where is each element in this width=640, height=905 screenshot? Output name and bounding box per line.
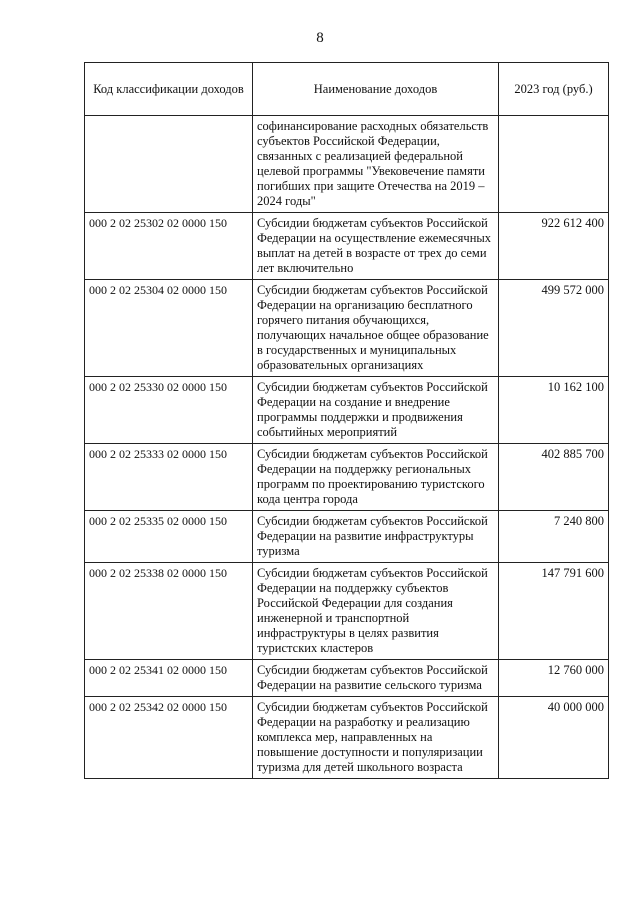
row-name: Субсидии бюджетам субъектов Российской Федерации на развитие инфраструктуры туризма bbox=[253, 511, 499, 563]
row-code: 000 2 02 25304 02 0000 150 bbox=[85, 280, 253, 377]
row-amount: 10 162 100 bbox=[499, 377, 609, 444]
row-amount: 147 791 600 bbox=[499, 563, 609, 660]
row-code: 000 2 02 25338 02 0000 150 bbox=[85, 563, 253, 660]
table-row bbox=[85, 697, 609, 779]
table-header-row bbox=[85, 63, 609, 116]
row-name: Субсидии бюджетам субъектов Российской Федерации на развитие сельского туризма bbox=[253, 660, 499, 697]
row-code: 000 2 02 25302 02 0000 150 bbox=[85, 213, 253, 280]
table-row bbox=[85, 213, 609, 280]
table-row bbox=[85, 563, 609, 660]
header-amount: 2023 год (руб.) bbox=[499, 63, 609, 116]
row-name: Субсидии бюджетам субъектов Российской Федерации на поддержку субъектов Российской Федерации для создания инженерной и транспортной инфраструктуры в целях развития туристских кластеров bbox=[253, 563, 499, 660]
row-amount bbox=[499, 116, 609, 213]
row-amount: 922 612 400 bbox=[499, 213, 609, 280]
table-row bbox=[85, 377, 609, 444]
table-row bbox=[85, 511, 609, 563]
table-row bbox=[85, 280, 609, 377]
row-amount: 7 240 800 bbox=[499, 511, 609, 563]
table-row bbox=[85, 660, 609, 697]
table-row bbox=[85, 444, 609, 511]
row-amount: 40 000 000 bbox=[499, 697, 609, 779]
row-name: Субсидии бюджетам субъектов Российской Федерации на поддержку региональных программ по проектированию туристского кода центра города bbox=[253, 444, 499, 511]
row-name: софинансирование расходных обязательств субъектов Российской Федерации, связанных с реализацией федеральной целевой программы "Увековечение памяти погибших при защите Отечества на 2019 – 2024 годы" bbox=[253, 116, 499, 213]
page-number: 8 bbox=[316, 30, 324, 46]
row-name: Субсидии бюджетам субъектов Российской Федерации на разработку и реализацию комплекса мер, направленных на повышение доступности и популяризации туризма для детей школьного возраста bbox=[253, 697, 499, 779]
row-amount: 402 885 700 bbox=[499, 444, 609, 511]
row-code: 000 2 02 25335 02 0000 150 bbox=[85, 511, 253, 563]
table-row bbox=[85, 116, 609, 213]
row-code: 000 2 02 25330 02 0000 150 bbox=[85, 377, 253, 444]
row-code bbox=[85, 116, 253, 213]
row-code: 000 2 02 25333 02 0000 150 bbox=[85, 444, 253, 511]
header-name: Наименование доходов bbox=[253, 63, 499, 116]
row-name: Субсидии бюджетам субъектов Российской Федерации на создание и внедрение программы поддержки и продвижения событийных мероприятий bbox=[253, 377, 499, 444]
row-name: Субсидии бюджетам субъектов Российской Федерации на осуществление ежемесячных выплат на детей в возрасте от трех до семи лет включительно bbox=[253, 213, 499, 280]
row-amount: 499 572 000 bbox=[499, 280, 609, 377]
header-code: Код классификации доходов bbox=[85, 63, 253, 116]
row-amount: 12 760 000 bbox=[499, 660, 609, 697]
row-code: 000 2 02 25341 02 0000 150 bbox=[85, 660, 253, 697]
revenue-table bbox=[84, 62, 609, 779]
row-name: Субсидии бюджетам субъектов Российской Федерации на организацию бесплатного горячего питания обучающихся, получающих начальное общее образование в государственных и муниципальных образовательных организациях bbox=[253, 280, 499, 377]
row-code: 000 2 02 25342 02 0000 150 bbox=[85, 697, 253, 779]
